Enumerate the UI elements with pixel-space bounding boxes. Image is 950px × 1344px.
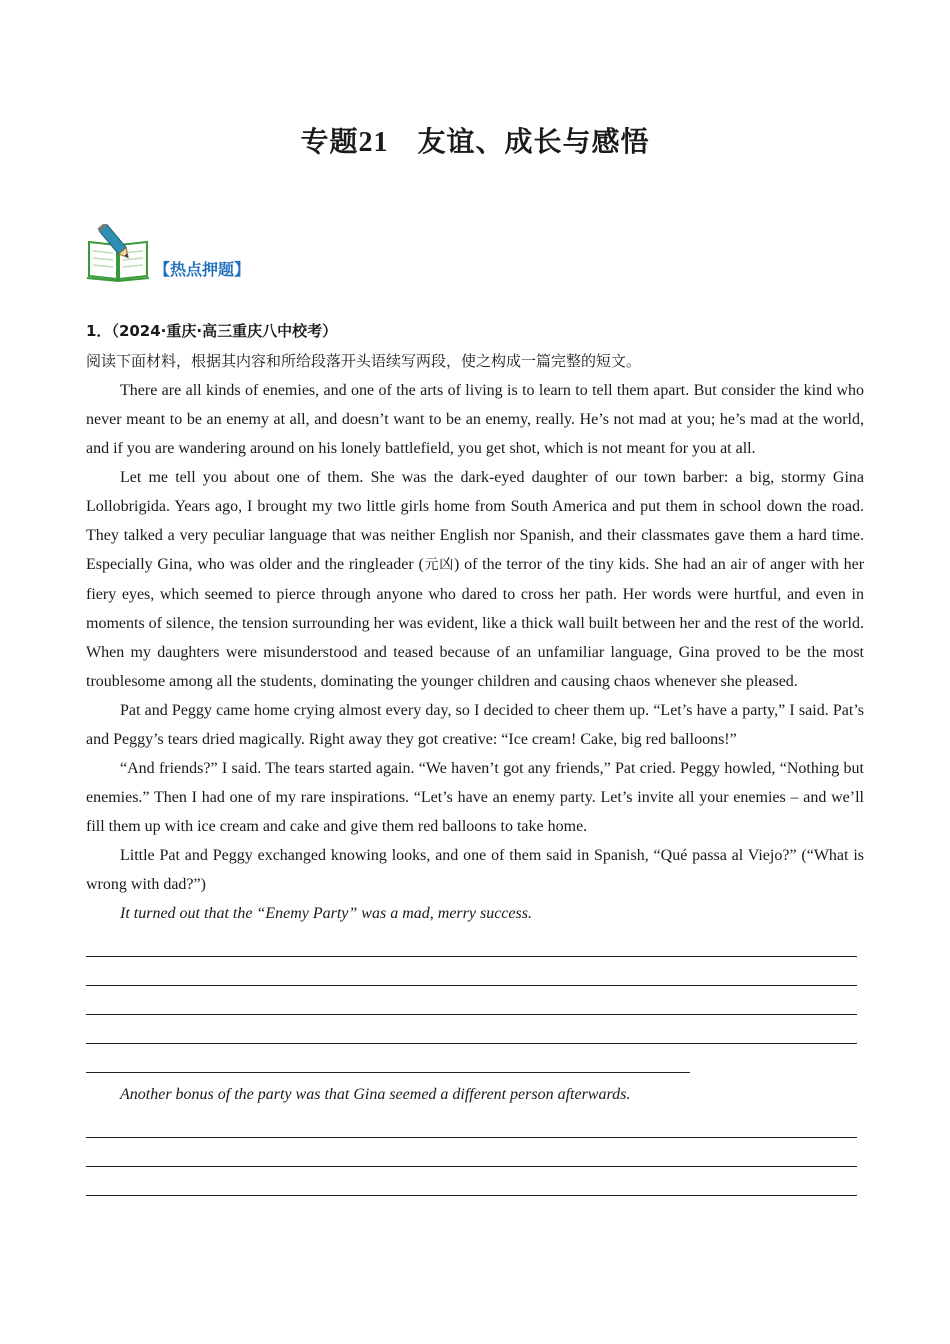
answer-line[interactable]: [86, 1167, 857, 1196]
chinese-gloss: 元凶: [423, 557, 454, 573]
continuation-prompt-1: It turned out that the “Enemy Party” was a mad, merry success.: [120, 905, 532, 922]
paragraph-3: Pat and Peggy came home crying almost every day, so I decided to cheer them up. “Let’s have a party,” I said. Pat’s and Peggy’s tears dried magically. Right away they got creative: “Ice cream! Cake, big red balloons!”: [86, 702, 864, 748]
answer-line[interactable]: [86, 1044, 690, 1073]
question-number: 1．: [86, 322, 112, 340]
answer-line[interactable]: [86, 1138, 857, 1167]
section-label: 【热点押题】: [154, 260, 251, 279]
question-source: （2024·重庆·高三重庆八中校考）: [111, 322, 338, 340]
answer-line[interactable]: [86, 957, 857, 986]
continuation-prompt-2: Another bonus of the party was that Gina seemed a different person afterwards.: [120, 1086, 631, 1103]
paragraph-2: Let me tell you about one of them. She was the dark-eyed daughter of our town barber: a big, stormy Gina Lollobrigida. Years ago, I brought my two little girls home from South America and put them in school down the road. They talked a very peculiar language that was neither English nor Spanish, and their classmates gave them a hard time. Especially Gina, who was older and the ringleader (元凶) of the terror of the tiny kids. She had an air of anger with her fiery eyes, which seemed to pierce through anyone who dared to cross her path. Her words were hurtful, and even in moments of silence, the tension surrounding her was evident, like a thick wall built between her and the rest of the world. When my daughters were misunderstood and teased because of an unfamiliar language, Gina proved to be the most troublesome among all the students, dominating the younger children and causing chaos whenever she pleased.: [86, 469, 865, 690]
answer-line[interactable]: [86, 928, 857, 957]
instruction-text: 阅读下面材料，根据其内容和所给段落开头语续写两段，使之构成一篇完整的短文。: [86, 352, 642, 370]
paragraph-4: “And friends?” I said. The tears started again. “We haven’t got any friends,” Pat cried. Peggy howled, “Nothing but enemies.” Then I had one of my rare inspirations. “Let’s have an enemy party. Let’s invite all your enemies – and we’ll fill them up with ice cream and cake and give them red balloons to take home.: [86, 760, 864, 835]
answer-line[interactable]: [86, 1109, 857, 1138]
question-header: [86, 320, 337, 341]
paragraph-5: Little Pat and Peggy exchanged knowing looks, and one of them said in Spanish, “Qué passa al Viejo?” (“What is wrong with dad?”): [86, 847, 864, 893]
paragraph-1: There are all kinds of enemies, and one of the arts of living is to learn to tell them apart. But consider the kind who never meant to be an enemy at all, and doesn’t want to be an enemy, really. He’s not mad at you; he’s mad at the world, and if you are wandering around on his lonely battlefield, you get shot, which is not meant for you at all.: [86, 382, 864, 457]
question-body: [86, 347, 864, 1196]
section-header: [86, 222, 250, 282]
page-title: 专题21 友谊、成长与感悟: [300, 127, 650, 158]
answer-line[interactable]: [86, 986, 857, 1015]
answer-line[interactable]: [86, 1015, 857, 1044]
book-pencil-icon: [86, 224, 152, 282]
